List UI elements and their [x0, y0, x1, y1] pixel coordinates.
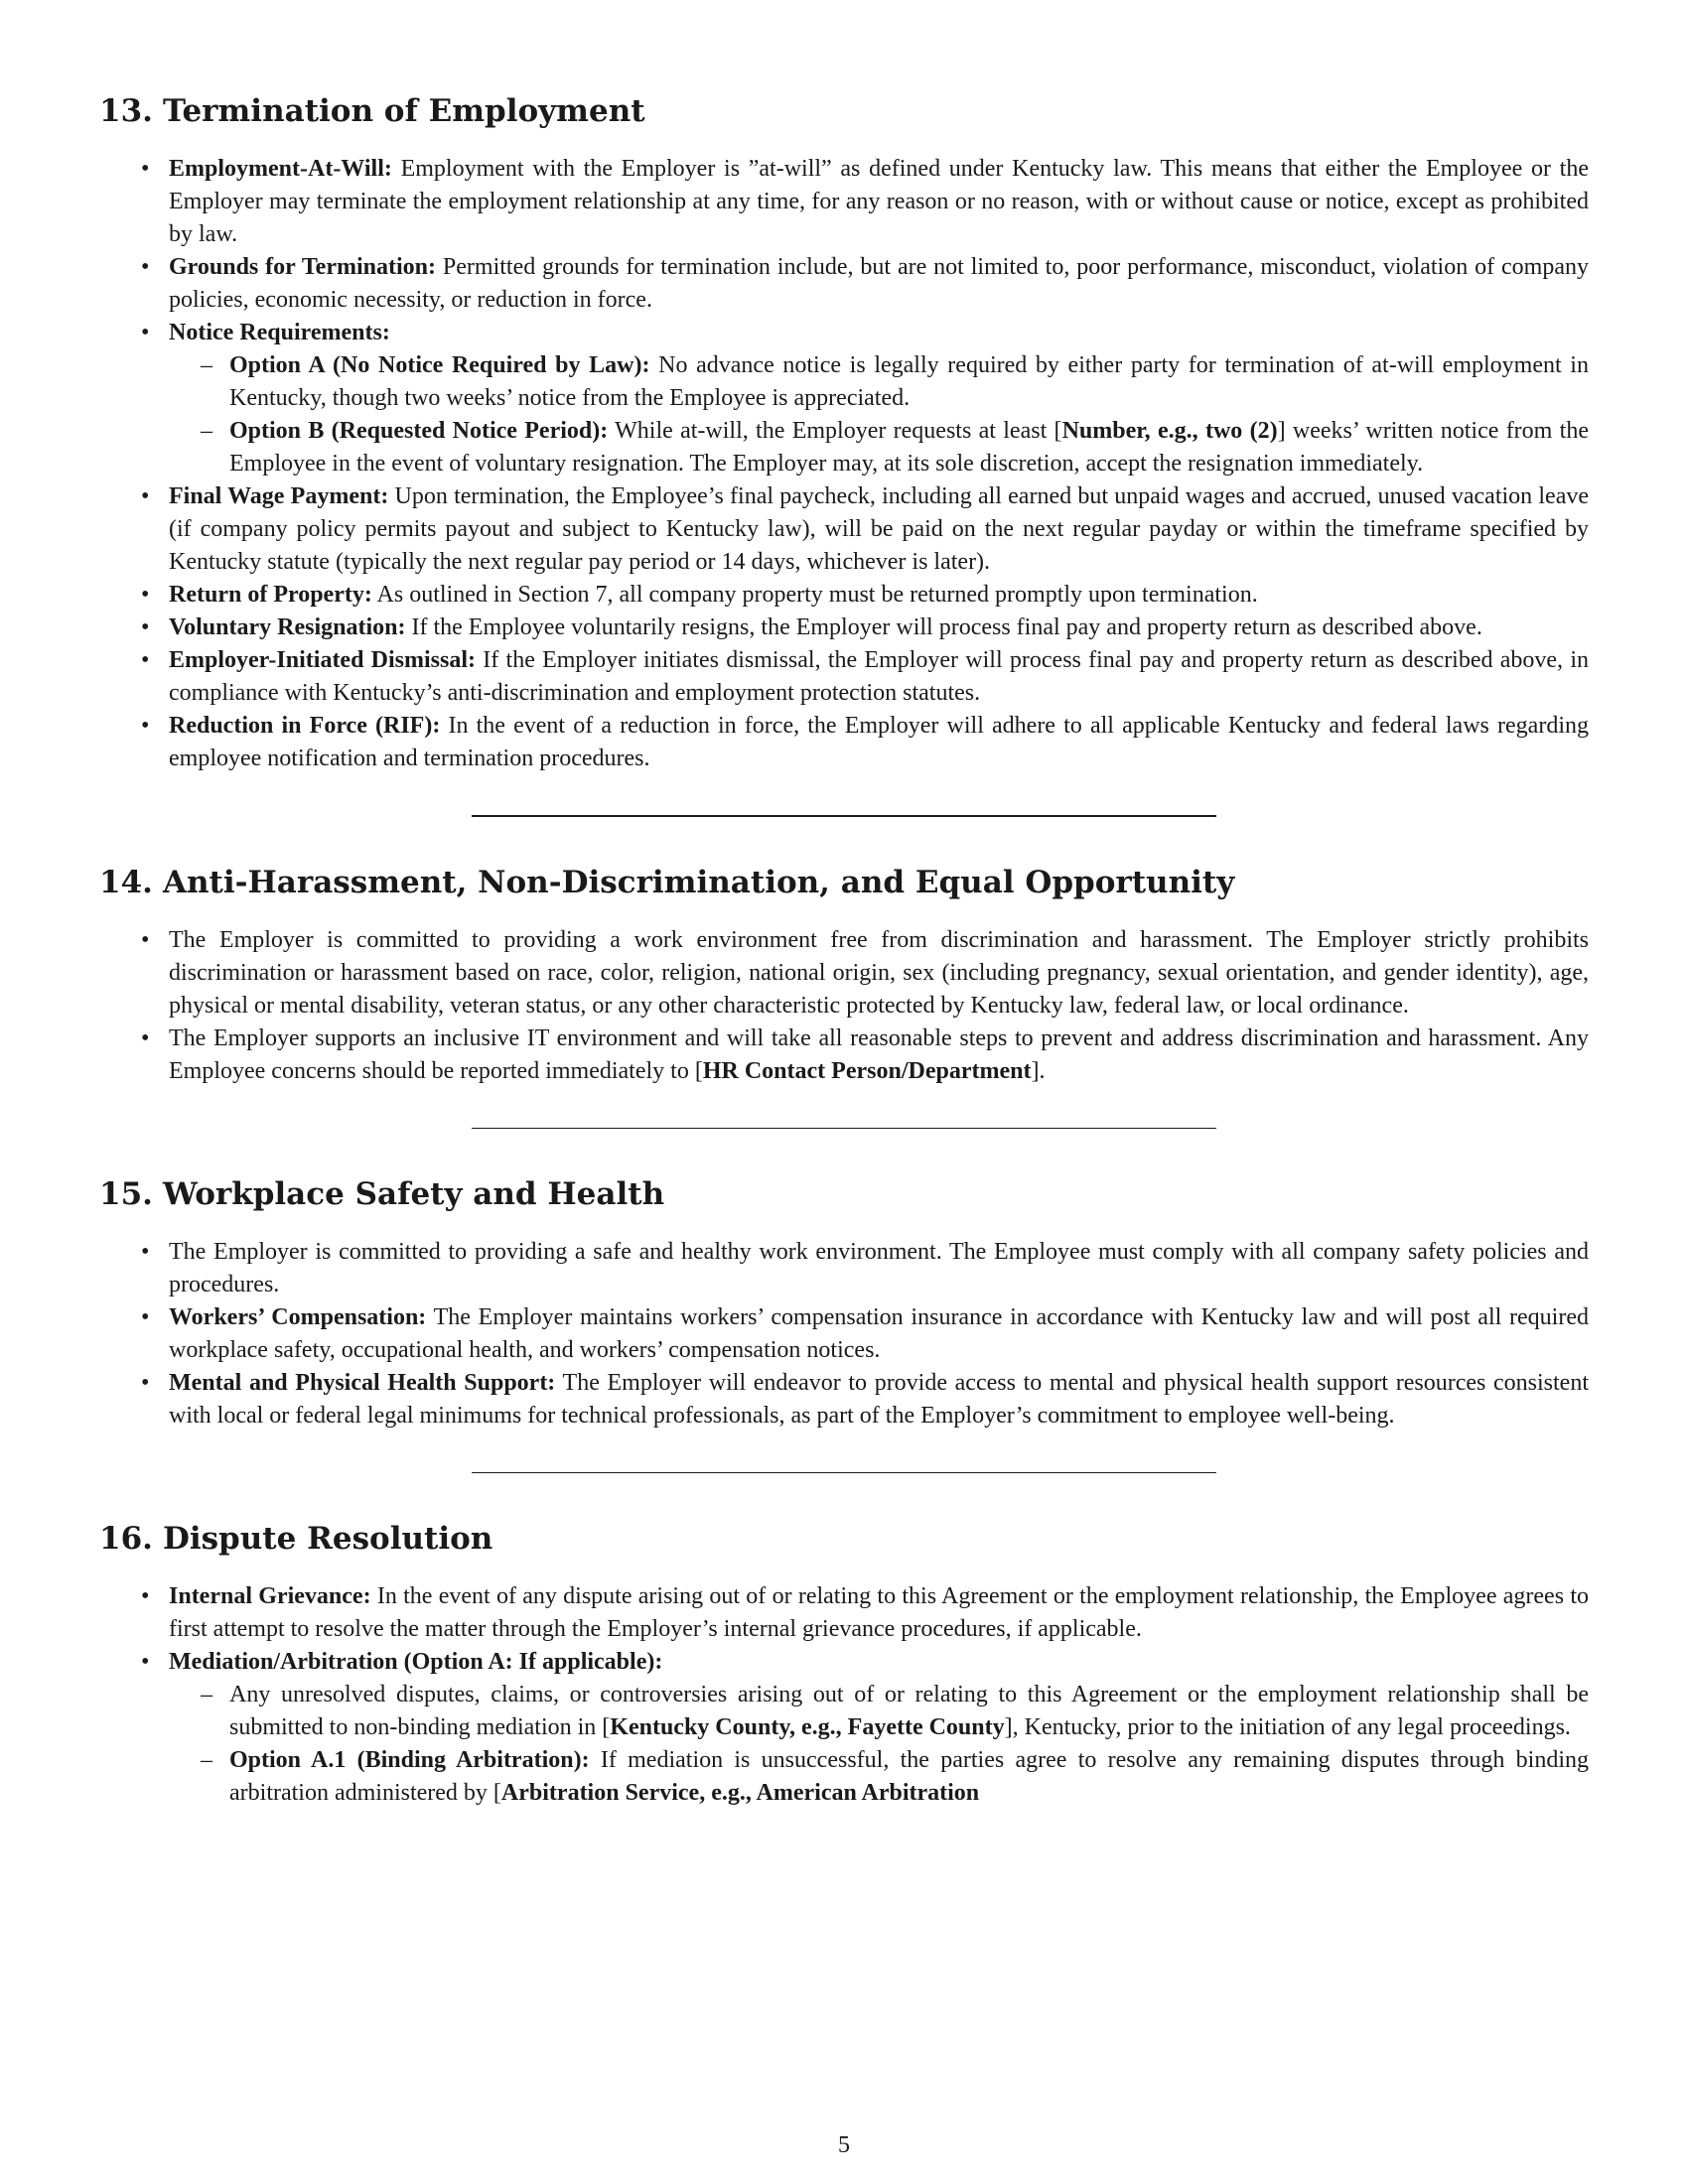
list-item [99, 1580, 1589, 1646]
section-title: Termination of Employment [162, 93, 645, 129]
section-16 [99, 1519, 1589, 1810]
bullet-list [99, 1580, 1589, 1810]
item-label: Mediation/Arbitration (Option A: If applicable): [169, 1649, 663, 1675]
document-content [99, 91, 1589, 1810]
section-divider [472, 1472, 1216, 1473]
section-divider [472, 1128, 1216, 1129]
item-label: Mental and Physical Health Support: [169, 1370, 556, 1396]
section-number: 15. [99, 1176, 153, 1212]
item-text: In the event of any dispute arising out of or relating to this Agreement or the employment relationship, the Employee agrees to first attempt to resolve the matter through the Employer’s internal grievance procedures, if applicable. [169, 1583, 1589, 1642]
page-number: 5 [838, 2132, 850, 2158]
item-text: The Employer supports an inclusive IT environment and will take all reasonable steps to prevent and address discrimination and harassment. Any Employee concerns should be reported immediately to [ [169, 1025, 1589, 1084]
bullet-list [99, 1236, 1589, 1433]
list-item [99, 1301, 1589, 1367]
item-text: The Employer maintains workers’ compensation insurance in accordance with Kentucky law and will post all required workplace safety, occupational health, and workers’ compensation notices. [169, 1304, 1589, 1363]
section-title: Dispute Resolution [162, 1521, 493, 1557]
item-text: Upon termination, the Employee’s final paycheck, including all earned but unpaid wages and accrued, unused vacation leave (if company policy permits payout and subject to Kentucky law), will be paid on the next regular payday or within the timeframe specified by Kentucky statute (typically the next regular pay period or 14 days, whichever is later). [169, 483, 1589, 575]
list-item [99, 612, 1589, 644]
item-text: No advance notice is legally required by either party for termination of at-will employment in Kentucky, though two weeks’ notice from the Employee is appreciated. [229, 352, 1589, 411]
list-item [99, 480, 1589, 579]
item-text: ], Kentucky, prior to the initiation of any legal proceedings. [1004, 1714, 1571, 1740]
section-13 [99, 91, 1589, 775]
item-label: Employment-At-Will: [169, 156, 392, 182]
placeholder-field: HR Contact Person/Department [702, 1058, 1032, 1084]
item-text: While at-will, the Employer requests at least [ [608, 418, 1062, 444]
item-text: The Employer will endeavor to provide access to mental and physical health support resources consistent with local or federal legal minimums for technical professionals, as part of the Employer’s commitment to employee well-being. [169, 1370, 1590, 1429]
item-text: As outlined in Section 7, all company property must be returned promptly upon termination. [371, 582, 1258, 608]
sub-list-item [169, 415, 1589, 480]
item-text: In the event of a reduction in force, the Employer will adhere to all applicable Kentucky and federal laws regarding employee notification and termination procedures. [169, 713, 1589, 771]
item-label: Workers’ Compensation: [169, 1304, 427, 1330]
placeholder-field: Number, e.g., two (2) [1061, 418, 1278, 444]
item-text: ] weeks’ written notice from the Employee in the event of voluntary resignation. The Employer may, at its sole discretion, accept the resignation immediately. [229, 418, 1589, 477]
bullet-list [99, 924, 1589, 1088]
section-heading [99, 91, 1589, 131]
sub-list-item [169, 349, 1589, 415]
list-item [99, 317, 1589, 480]
list-item [99, 1367, 1589, 1433]
list-item [99, 1236, 1589, 1301]
placeholder-field: Arbitration Service, e.g., American Arbitration [500, 1780, 980, 1806]
section-divider [472, 815, 1216, 817]
section-title: Workplace Safety and Health [162, 1176, 665, 1212]
item-text: Any unresolved disputes, claims, or controversies arising out of or relating to this Agreement or the employment relationship shall be submitted to non-binding mediation in [ [229, 1682, 1589, 1740]
item-label: Grounds for Termination: [169, 254, 436, 280]
list-item [99, 1646, 1589, 1810]
section-number: 14. [99, 865, 153, 900]
item-label: Employer-Initiated Dismissal: [169, 647, 477, 673]
section-15 [99, 1174, 1589, 1433]
item-text: If mediation is unsuccessful, the parties agree to resolve any remaining disputes through binding arbitration administered by [ [229, 1747, 1589, 1806]
sub-list [169, 349, 1589, 480]
section-heading [99, 1174, 1589, 1214]
item-label: Option A (No Notice Required by Law): [229, 352, 650, 378]
item-text: If the Employer initiates dismissal, the Employer will process final pay and property return as described above, in compliance with Kentucky’s anti-discrimination and employment protection statutes. [169, 647, 1589, 706]
list-item [99, 153, 1589, 251]
list-item [99, 251, 1589, 317]
sub-list-item [169, 1744, 1589, 1810]
item-text: Employment with the Employer is ”at-will” as defined under Kentucky law. This means that either the Employee or the Employer may terminate the employment relationship at any time, for any reason or no reason, with or without cause or notice, except as prohibited by law. [169, 156, 1589, 247]
sub-list-item [169, 1679, 1589, 1744]
placeholder-field: Kentucky County, e.g., Fayette County [610, 1714, 1005, 1740]
item-label: Option A.1 (Binding Arbitration): [229, 1747, 590, 1773]
list-item [99, 924, 1589, 1023]
section-heading [99, 1519, 1589, 1559]
list-item [99, 710, 1589, 775]
item-text: Permitted grounds for termination include, but are not limited to, poor performance, misconduct, violation of company policies, economic necessity, or reduction in force. [169, 254, 1589, 313]
list-item [99, 644, 1589, 710]
item-label: Internal Grievance: [169, 1583, 371, 1609]
section-title: Anti-Harassment, Non-Discrimination, and Equal Opportunity [162, 865, 1235, 900]
item-label: Voluntary Resignation: [169, 614, 406, 640]
section-number: 16. [99, 1521, 153, 1557]
bullet-list [99, 153, 1589, 775]
item-label: Final Wage Payment: [169, 483, 389, 509]
item-text: ]. [1031, 1058, 1046, 1084]
section-heading [99, 863, 1589, 902]
item-label: Notice Requirements: [169, 320, 390, 345]
item-text: If the Employee voluntarily resigns, the Employer will process final pay and property return as described above. [405, 614, 1482, 640]
section-14 [99, 863, 1589, 1088]
item-label: Reduction in Force (RIF): [169, 713, 441, 739]
item-label: Option B (Requested Notice Period): [229, 418, 609, 444]
item-text: The Employer is committed to providing a work environment free from discrimination and harassment. The Employer strictly prohibits discrimination or harassment based on race, color, religion, national origin, sex (including pregnancy, sexual orientation, and gender identity), age, physical or mental disability, veteran status, or any other characteristic protected by Kentucky law, federal law, or local ordinance. [169, 927, 1589, 1019]
list-item [99, 1023, 1589, 1088]
list-item [99, 579, 1589, 612]
item-label: Return of Property: [169, 582, 372, 608]
section-number: 13. [99, 93, 153, 129]
item-text: The Employer is committed to providing a safe and healthy work environment. The Employee must comply with all company safety policies and procedures. [169, 1239, 1589, 1297]
sub-list [169, 1679, 1589, 1810]
